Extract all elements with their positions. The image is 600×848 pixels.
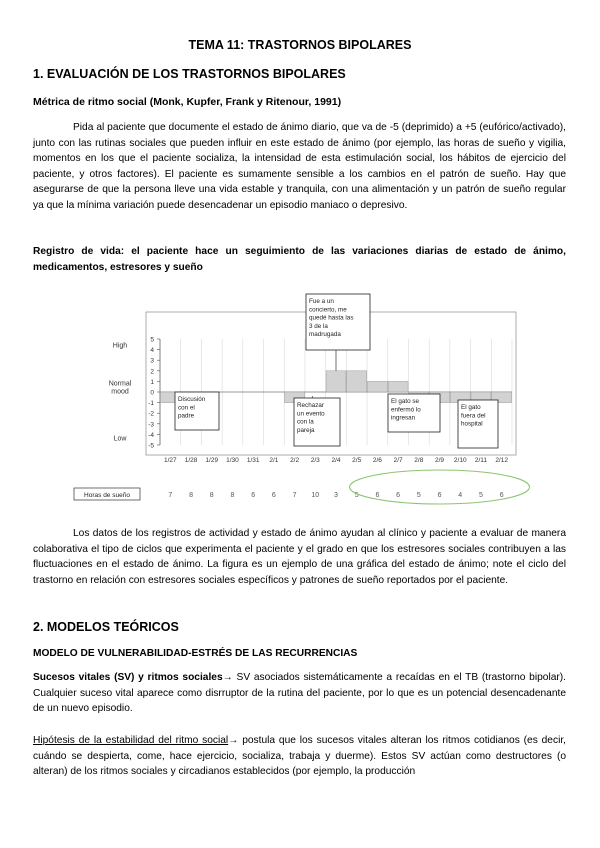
x-tick-label: 1/30 [226, 457, 239, 464]
sleep-value: 5 [478, 492, 483, 499]
sleep-value: 7 [292, 492, 297, 499]
annotation-text: El gato fuera del hospital [461, 404, 486, 428]
y-label-normal-2: mood [111, 388, 129, 396]
y-label-high: High [112, 342, 128, 350]
y-tick-label: -1 [148, 400, 154, 408]
annotation-1 [175, 392, 219, 430]
x-tick-label: 1/31 [246, 457, 260, 464]
y-label-normal: Normal [108, 380, 132, 388]
hipotesis-paragraph [33, 733, 566, 780]
sleep-value: 8 [209, 492, 214, 499]
y-label-low: Low [113, 435, 127, 443]
y-tick-label: 5 [150, 336, 154, 344]
mood-bar [347, 371, 367, 392]
y-tick-label: -2 [148, 410, 154, 418]
sleep-value: 6 [437, 492, 442, 499]
x-tick-label: 2/10 [453, 457, 467, 464]
y-tick-label: 2 [150, 368, 154, 376]
annotation-2 [294, 396, 340, 446]
hipotesis-term: Hipótesis de la estabilidad del ritmo social [33, 735, 229, 746]
sleep-value: 8 [230, 492, 235, 499]
y-tick-label: 1 [150, 378, 154, 386]
sucesos-paragraph [33, 670, 566, 717]
x-tick-label: 1/27 [164, 457, 177, 464]
section-2-subheading: MODELO DE VULNERABILIDAD-ESTRÉS DE LAS RECURRENCIAS [33, 648, 358, 659]
mood-chart [62, 292, 582, 510]
section-1-heading: 1. EVALUACIÓN DE LOS TRASTORNOS BIPOLARES [33, 67, 346, 81]
section-2-heading: 2. MODELOS TEÓRICOS [33, 620, 179, 634]
x-tick-label: 2/5 [352, 457, 362, 464]
x-tick-label: 1/28 [184, 457, 198, 464]
sleep-value: 5 [354, 492, 359, 499]
mood-bar [367, 381, 387, 392]
x-tick-label: 2/1 [269, 457, 279, 464]
annotation-5 [458, 400, 498, 448]
mood-bar [388, 381, 408, 392]
x-tick-label: 2/6 [372, 457, 382, 464]
y-tick-label: -3 [148, 421, 154, 429]
sucesos-text: → SV asociados sistemáticamente a recaídas en el TB (trastorno bipolar). Cualquier suceso vital aparece como disrruptor de la rutina del paciente, por lo que es un potencial desencadenante de un nuevo episodio. [33, 672, 566, 714]
sleep-value: 6 [375, 492, 380, 499]
x-tick-label: 2/11 [474, 457, 488, 464]
mood-bar [326, 371, 346, 392]
x-tick-label: 2/9 [435, 457, 445, 464]
x-tick-label: 1/29 [205, 457, 219, 464]
sleep-value: 4 [458, 492, 463, 499]
y-tick-label: 3 [150, 357, 154, 365]
registro-paragraph: Registro de vida: el paciente hace un seguimiento de las variaciones diarias de estado de ánimo, medicamentos, estresores y sueño [33, 246, 566, 273]
sucesos-term: Sucesos vitales (SV) y ritmos sociales [33, 672, 223, 683]
y-tick-label: -4 [148, 431, 154, 439]
sleep-value: 6 [251, 492, 256, 499]
annotation-4 [388, 394, 440, 432]
annotation-text: El gato se enfermó lo ingresan [391, 398, 421, 422]
sleep-value: 6 [271, 492, 276, 499]
sleep-label: Horas de sueño [84, 492, 130, 499]
y-tick-label: 4 [150, 347, 154, 355]
section-1-subheading: Métrica de ritmo social (Monk, Kupfer, Frank y Ritenour, 1991) [33, 96, 342, 108]
x-tick-label: 2/8 [414, 457, 424, 464]
intro-paragraph: Pida al paciente que documente el estado de ánimo diario, que va de -5 (deprimido) a +5 (eufórico/activado), junto con las rutinas sociales que pueden influir en este estado de ánimo (por ejemplo, las horas de sueño y vigilia, momentos en los que el paciente socializa, la intensidad de esta estimulación social, los hábitos de ejercicio del paciente, y otros factores). El paciente es sumamente sensible a los cambios en el patrón de sueño. Hay que asegurarse de que la persona lleve una vida estable y tranquila, con una alimentación y un patrón de sueño regular ya que la mínima variación puede desencadenar un episodio maniaco o depresivo. [33, 122, 566, 211]
y-tick-label: -5 [148, 442, 154, 450]
sleep-value: 5 [416, 492, 421, 499]
document-title: TEMA 11: TRASTORNOS BIPOLARES [188, 38, 412, 52]
x-tick-label: 2/4 [331, 457, 341, 464]
annotation-text: Discusión con el padre [178, 396, 206, 420]
x-tick-label: 2/2 [290, 457, 300, 464]
sleep-value: 10 [311, 492, 320, 499]
sleep-value: 7 [168, 492, 173, 499]
x-tick-label: 2/3 [310, 457, 320, 464]
y-tick-label: 0 [150, 389, 154, 397]
hipotesis-text: → postula que los sucesos vitales alteran los ritmos cotidianos (es decir, cuándo se despierta, come, hace ejercicio, socializa, trabaja y duerme). Estos SV actúan como destructores (o alteran) de los ritmos sociales y circadianos establecidos (por ejemplo, la producción [33, 735, 566, 777]
sleep-value: 8 [189, 492, 194, 499]
x-tick-label: 2/7 [393, 457, 403, 464]
sleep-value: 6 [396, 492, 401, 499]
annotation-text: Rechazar un evento con la pareja [297, 402, 325, 434]
annotation-text: Fue a un concierto, me quedé hasta las 3 de la madrugada [309, 298, 354, 339]
sleep-value: 6 [499, 492, 504, 499]
chart-caption: Los datos de los registros de actividad y estado de ánimo ayudan al clínico y paciente a evaluar de manera colaborativa el tipo de ciclos que experimenta el paciente y el grado en que los estresores sociales contribuyen a las fluctuaciones en el estado de ánimo. La figura es un ejemplo de una gráfica del estado de ánimo; note el ciclo del trastorno en relación con estresores sociales específicos y patrones de sueño reportados por el paciente. [33, 528, 566, 586]
x-tick-label: 2/12 [495, 457, 508, 464]
sleep-value: 3 [334, 492, 338, 499]
